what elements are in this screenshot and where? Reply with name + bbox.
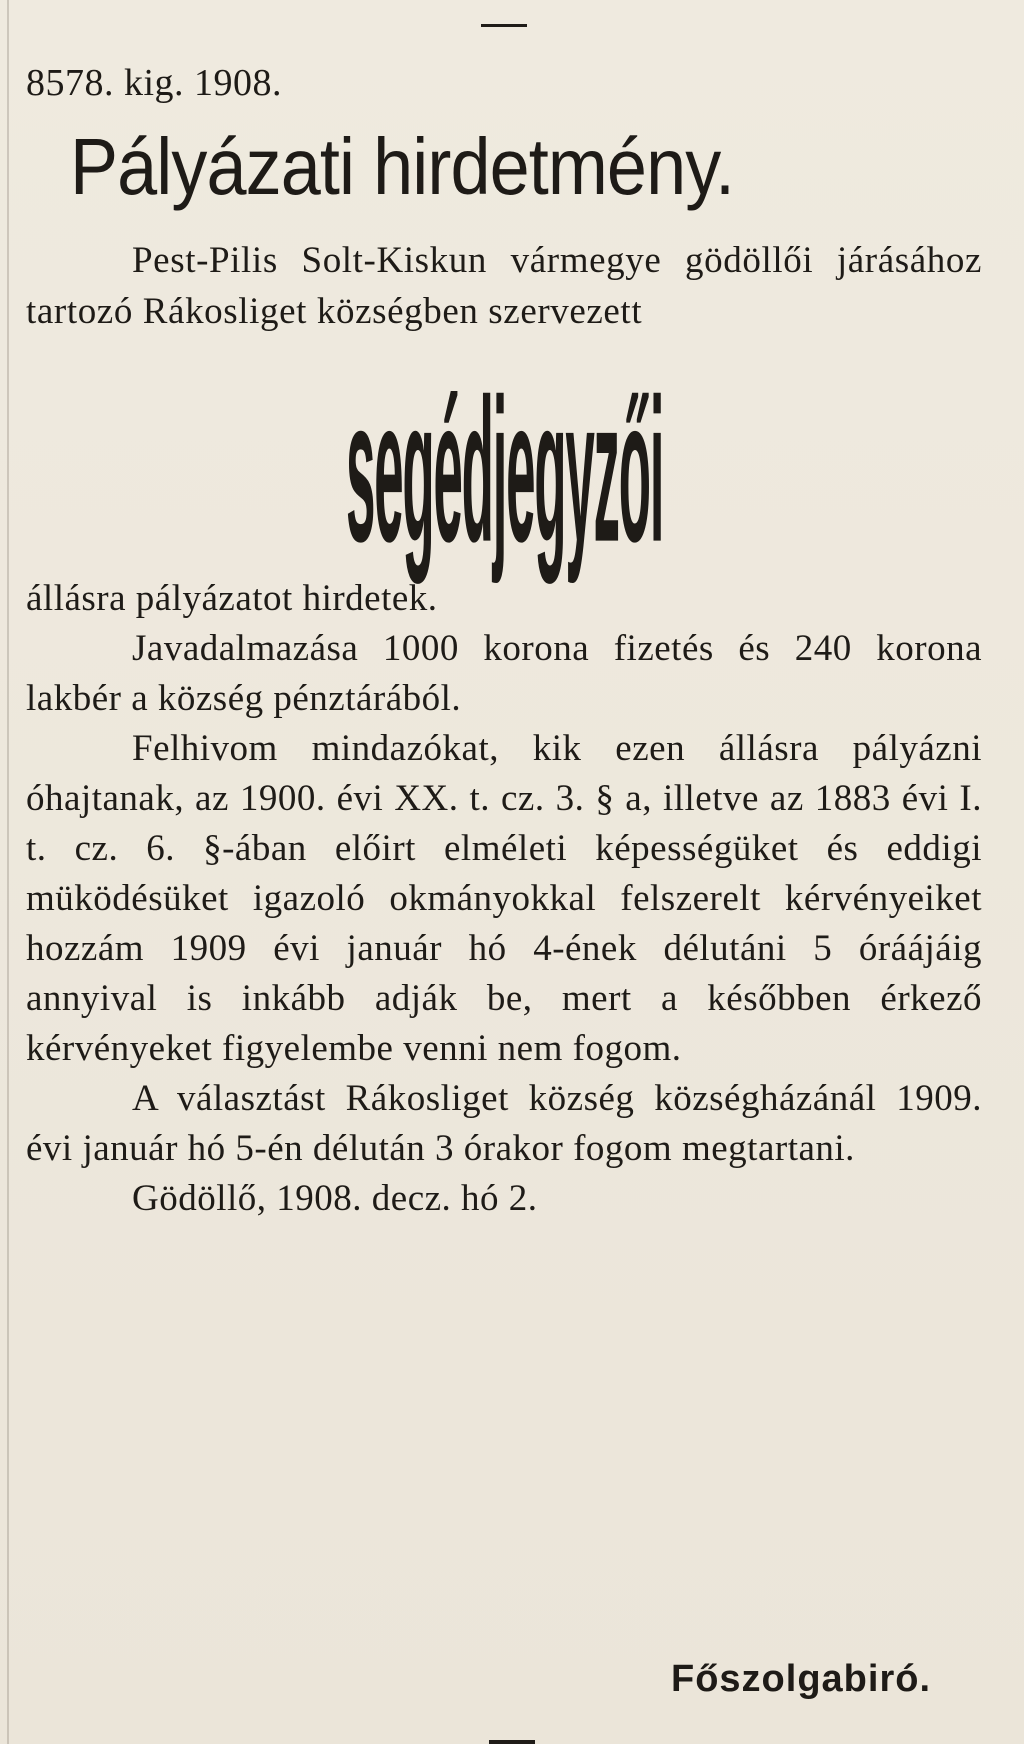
bottom-divider xyxy=(489,1740,535,1744)
paragraph-application-instructions: Felhivom mindazókat, kik ezen állásra pályázni óhajtanak, az 1900. évi XX. t. cz. 3. § a, illetve az 1883 évi I. t. cz. 6. §-ában előirt elméleti képességüket és eddigi müködésüket igazoló okmányokkal felszerelt kérvényeiket hozzám 1909 évi január hó 4-ének délutáni 5 óráájáig annyival is inkább adják be, mert a későbben érkező kérvényeket figyelembe venni nem fogom. xyxy=(26,728,982,1069)
paragraph-position-announcement: állásra pályázatot hirdetek. xyxy=(26,578,438,619)
paragraph-election: A választást Rákosliget község községházánál 1909. évi január hó 5-én délután 3 órakor fogom megtartani. xyxy=(26,1078,982,1169)
left-margin-rule xyxy=(7,0,9,1744)
paragraph-salary: Javadalmazása 1000 korona fizetés és 240 korona lakbér a község pénztárából. xyxy=(26,628,982,719)
signature-title: Főszolgabiró. xyxy=(671,1658,931,1700)
announcement-body xyxy=(26,574,982,1224)
document-title: Pályázati hirdetmény. xyxy=(70,122,735,211)
top-divider xyxy=(481,24,527,27)
position-word: segédjegyzői xyxy=(346,355,664,585)
reference-number: 8578. kig. 1908. xyxy=(26,62,283,104)
position-word-container xyxy=(26,356,982,586)
intro-paragraph: Pest-Pilis Solt-Kiskun vármegye gödöllői járásához tartozó Rákosliget községben szervezett xyxy=(26,240,982,332)
place-and-date: Gödöllő, 1908. decz. hó 2. xyxy=(132,1178,538,1219)
